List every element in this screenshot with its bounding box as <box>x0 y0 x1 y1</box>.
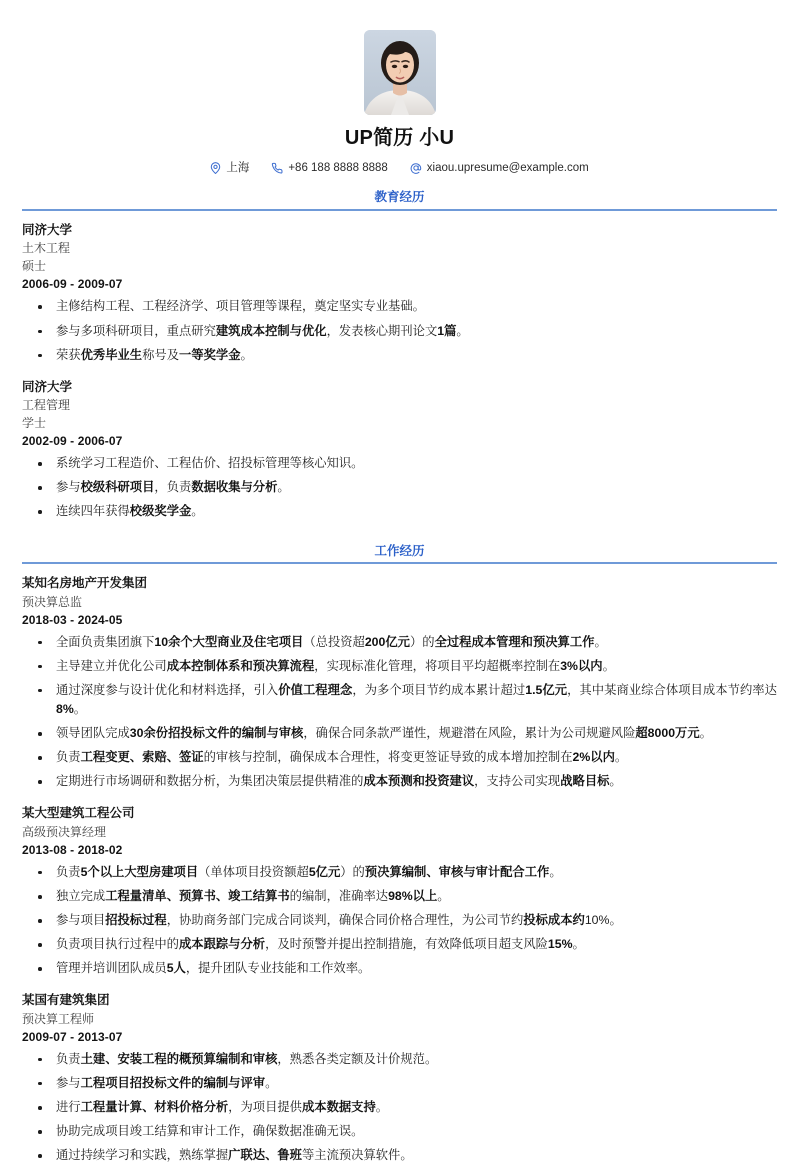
bullet-highlight: 5人 <box>166 961 186 976</box>
bullet-text: 。 <box>437 889 450 903</box>
list-item <box>22 454 777 473</box>
bullet-text: 主修结构工程、工程经济学、项目管理等课程，奠定坚实专业基础。 <box>56 299 425 314</box>
bullet-text: 。 <box>265 1075 278 1090</box>
list-item <box>22 1146 777 1165</box>
bullet-highlight: 工程量清单、预算书、竣工结算书 <box>105 889 290 903</box>
bullet-highlight: 数据收集与分析 <box>191 480 278 495</box>
location-pin-icon <box>210 162 221 174</box>
contact-phone-text: +86 188 8888 8888 <box>288 162 388 174</box>
entry-degree: 学士 <box>22 416 47 431</box>
bullet-list <box>22 1050 777 1165</box>
resume-sections <box>22 190 777 1165</box>
list-item <box>22 322 777 341</box>
phone-icon <box>271 162 283 174</box>
bullet-text: ，及时预警并提出控制措施，有效降低项目超支风险 <box>265 937 548 952</box>
bullet-text: ，其中某商业综合体项目成本节约率达 <box>567 682 777 697</box>
avatar <box>364 30 436 115</box>
bullet-text: 。 <box>572 937 585 952</box>
list-item <box>22 297 777 316</box>
bullet-text: 。 <box>549 864 562 879</box>
bullet-text: ，为项目提供 <box>228 1100 302 1115</box>
bullet-highlight: 15% <box>547 937 573 952</box>
bullet-text: 负责 <box>56 750 81 765</box>
bullet-text: 参与项目 <box>56 913 106 928</box>
bullet-highlight: 8% <box>56 702 74 717</box>
entry-organization: 某大型建筑工程公司 <box>22 806 135 821</box>
bullet-list <box>22 454 777 521</box>
bullet-highlight: 校级奖学金 <box>129 504 192 519</box>
bullet-highlight: 校级科研项目 <box>80 480 155 495</box>
list-item <box>22 935 777 954</box>
bullet-highlight: 3%以内 <box>560 658 603 673</box>
bullet-highlight: 工程量计算、材料价格分析 <box>80 1100 229 1115</box>
bullet-text: 。 <box>602 658 615 673</box>
resume-header <box>22 0 777 176</box>
contact-email <box>410 160 589 176</box>
bullet-list <box>22 863 777 978</box>
section-1 <box>22 190 777 521</box>
bullet-highlight: 战略目标 <box>560 774 610 789</box>
bullet-text: 通过持续学习和实践，熟练掌握 <box>56 1148 229 1163</box>
bullet-highlight: 5亿元 <box>308 864 341 879</box>
bullet-highlight: 全过程成本管理和预决算工作 <box>434 634 595 649</box>
bullet-highlight: 一等奖学金 <box>179 347 241 362</box>
entry-degree: 硕士 <box>22 259 47 274</box>
bullet-highlight: 成本预测和投资建议 <box>363 774 475 789</box>
bullet-text: 主导建立并优化公司 <box>56 658 167 673</box>
bullet-text: ，负责 <box>154 480 192 495</box>
bullet-highlight: 投标成本约 <box>523 913 585 928</box>
list-item <box>22 959 777 978</box>
entry <box>22 804 777 978</box>
bullet-text: ，熟悉各类定额及计价规范。 <box>277 1051 438 1066</box>
bullet-text: 全面负责集团旗下 <box>56 634 155 649</box>
bullet-text: 定期进行市场调研和数据分析，为集团决策层提供精准的 <box>56 774 364 789</box>
bullet-highlight: 5个以上大型房建项目 <box>80 864 199 879</box>
bullet-text: 的审核与控制，确保成本合理性，将变更签证导致的成本增加控制在 <box>203 750 573 765</box>
bullet-list <box>22 633 777 791</box>
bullet-list <box>22 297 777 364</box>
bullet-text: ，确保合同条款严谨性，规避潜在风险，累计为公司规避风险 <box>303 726 636 741</box>
list-item <box>22 887 777 906</box>
list-item <box>22 346 777 365</box>
entry <box>22 991 777 1165</box>
bullet-text: 连续四年获得 <box>56 504 130 519</box>
entry-date-range: 2002-09 - 2006-07 <box>22 434 123 449</box>
list-item <box>22 1122 777 1141</box>
email-at-icon <box>410 162 422 174</box>
bullet-text: ，提升团队专业技能和工作效率。 <box>185 961 371 976</box>
entry-organization: 某知名房地产开发集团 <box>22 576 148 591</box>
bullet-text: 。 <box>609 774 622 789</box>
section-2 <box>22 544 777 1166</box>
bullet-text: 称号及 <box>142 347 180 362</box>
bullet-highlight: 建筑成本控制与优化 <box>215 323 327 338</box>
entry-subtitle: 预决算工程师 <box>22 1011 95 1026</box>
list-item <box>22 1098 777 1117</box>
list-item <box>22 1074 777 1093</box>
bullet-highlight: 成本跟踪与分析 <box>178 937 266 952</box>
entry-organization: 同济大学 <box>22 379 73 394</box>
bullet-highlight: 招投标过程 <box>105 913 167 928</box>
bullet-text: ，实现标准化管理，将项目平均超概率控制在 <box>314 658 561 673</box>
list-item <box>22 633 777 652</box>
bullet-text: 。 <box>456 323 469 338</box>
contact-row <box>22 160 777 176</box>
entry-subtitle: 高级预决算经理 <box>22 824 107 839</box>
bullet-text: 。 <box>699 726 712 741</box>
bullet-text: 。 <box>594 634 607 649</box>
bullet-text: 系统学习工程造价、工程估价、招投标管理等核心知识。 <box>56 456 364 471</box>
bullet-highlight: 2%以内 <box>572 750 615 765</box>
contact-location <box>210 160 249 176</box>
bullet-highlight: 优秀毕业生 <box>80 347 143 362</box>
bullet-highlight: 价值工程理念 <box>278 682 353 697</box>
bullet-text: 的编制，准确率达 <box>289 889 389 903</box>
bullet-text: 10% <box>584 913 610 928</box>
bullet-text: 负责项目执行过程中的 <box>56 937 179 952</box>
section-title: 教育经历 <box>374 190 425 205</box>
bullet-highlight: 工程项目招投标文件的编制与评审 <box>80 1075 266 1090</box>
list-item <box>22 478 777 497</box>
bullet-highlight: 土建、安装工程的概预算编制和审核 <box>80 1051 278 1066</box>
page-title: UP简历 小U <box>344 127 455 149</box>
list-item <box>22 502 777 521</box>
bullet-text: 。 <box>614 750 628 765</box>
entry-subtitle: 土木工程 <box>22 241 71 256</box>
bullet-highlight: 成本控制体系和预决算流程 <box>166 658 315 673</box>
bullet-text: 负责 <box>56 1051 81 1066</box>
bullet-highlight: 200亿元 <box>364 634 410 649</box>
entry-subtitle: 预决算总监 <box>22 594 83 609</box>
bullet-highlight: 广联达、鲁班 <box>228 1148 302 1163</box>
photo-container <box>22 30 777 115</box>
bullet-highlight: 工程变更、索赔、签证 <box>80 750 204 765</box>
bullet-text: ，发表核心期刊论文 <box>326 323 438 338</box>
entry <box>22 221 777 365</box>
bullet-text: 。 <box>375 1100 389 1115</box>
bullet-text: ，为多个项目节约成本累计超过 <box>352 682 526 697</box>
entry-date-range: 2013-08 - 2018-02 <box>22 842 123 857</box>
bullet-highlight: 30余份招投标文件的编制与审核 <box>129 726 304 741</box>
bullet-text: 领导团队完成 <box>56 726 130 741</box>
entry-date-range: 2018-03 - 2024-05 <box>22 612 123 627</box>
bullet-text: 。 <box>277 480 290 495</box>
bullet-text: 。 <box>609 913 622 928</box>
list-item <box>22 657 777 676</box>
bullet-text: 通过深度参与设计优化和材料选择，引入 <box>56 682 279 697</box>
contact-phone <box>271 160 387 176</box>
bullet-text: 负责 <box>56 864 81 879</box>
entry-subtitle: 工程管理 <box>22 398 71 413</box>
bullet-text: 独立完成 <box>56 889 106 903</box>
bullet-text: 荣获 <box>56 347 81 362</box>
bullet-text: （总投资超 <box>303 634 365 649</box>
list-item <box>22 911 777 930</box>
list-item <box>22 748 777 767</box>
bullet-text: 进行 <box>56 1100 81 1115</box>
entry-date-range: 2006-09 - 2009-07 <box>22 277 123 292</box>
bullet-highlight: 预决算编制、审核与审计配合工作 <box>364 864 550 879</box>
entry-organization: 同济大学 <box>22 222 73 237</box>
bullet-highlight: 98%以上 <box>388 889 438 903</box>
list-item <box>22 772 777 791</box>
bullet-text: 参与 <box>56 1075 81 1090</box>
list-item <box>22 681 777 719</box>
bullet-highlight: 超8000万元 <box>635 726 700 741</box>
contact-location-text: 上海 <box>226 162 250 174</box>
bullet-text: 管理并培训团队成员 <box>56 961 167 976</box>
entry-organization: 某国有建筑集团 <box>22 993 110 1008</box>
bullet-text: 协助完成项目竣工结算和审计工作，确保数据准确无误。 <box>56 1124 364 1139</box>
section-divider <box>22 209 777 211</box>
list-item <box>22 724 777 743</box>
bullet-highlight: 10余个大型商业及住宅项目 <box>154 634 304 649</box>
list-item <box>22 1050 777 1069</box>
bullet-text: ，协助商务部门完成合同谈判，确保合同价格合理性，为公司节约 <box>166 913 524 928</box>
bullet-text: 等主流预决算软件。 <box>301 1148 413 1163</box>
bullet-text: 参与 <box>56 480 81 495</box>
bullet-highlight: 成本数据支持 <box>301 1100 376 1115</box>
bullet-text: 。 <box>73 702 87 717</box>
bullet-text: （单体项目投资额超 <box>198 864 309 879</box>
bullet-text: 。 <box>191 504 204 519</box>
bullet-text: ）的 <box>340 864 365 879</box>
bullet-text: ，支持公司实现 <box>474 774 561 789</box>
entry <box>22 378 777 522</box>
bullet-highlight: 1篇 <box>437 323 457 338</box>
bullet-text: 。 <box>240 347 253 362</box>
section-divider <box>22 562 777 564</box>
entry-date-range: 2009-07 - 2013-07 <box>22 1029 123 1044</box>
bullet-text: ）的 <box>409 634 435 649</box>
section-title: 工作经历 <box>374 543 425 558</box>
contact-email-text: xiaou.upresume@example.com <box>426 162 589 174</box>
list-item <box>22 863 777 882</box>
bullet-highlight: 1.5亿元 <box>525 682 568 697</box>
bullet-text: 参与多项科研项目，重点研究 <box>56 323 216 338</box>
entry <box>22 574 777 791</box>
